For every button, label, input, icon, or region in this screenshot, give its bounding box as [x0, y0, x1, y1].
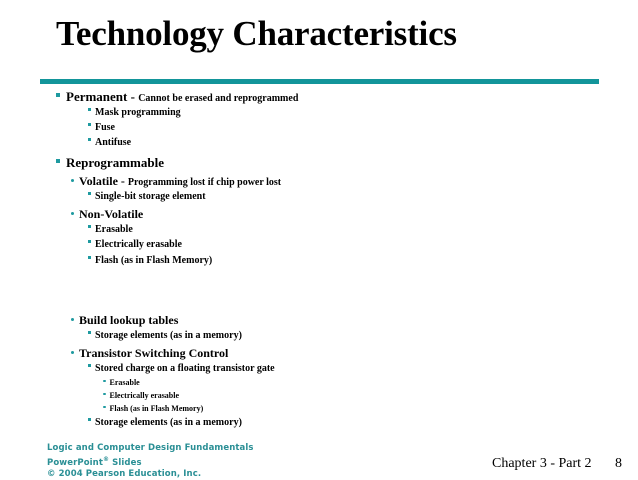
bullet-non-volatile [71, 207, 143, 222]
bullet-storage-elements-1 [88, 330, 242, 341]
bullet-text: Non-Volatile [79, 207, 144, 221]
bullet-single-bit [88, 191, 206, 202]
bullet-text: Erasable [109, 378, 140, 387]
bullet-subtext: Programming lost if chip power lost [127, 177, 282, 188]
square-bullet-icon [88, 240, 91, 243]
logo-line-3: © 2004 Pearson Education, Inc. [47, 468, 202, 479]
square-bullet-icon [88, 123, 91, 126]
title-underline [40, 79, 599, 84]
logo-line-2: PowerPoint® Slides [47, 456, 142, 468]
square-bullet-icon [88, 364, 91, 367]
round-bullet-icon [71, 179, 74, 182]
square-bullet-icon [88, 138, 91, 141]
bullet-electrically-erasable [88, 239, 182, 250]
round-bullet-icon [103, 393, 106, 396]
round-bullet-icon [103, 380, 106, 383]
bullet-storage-elements-2 [88, 417, 242, 428]
round-bullet-icon [71, 212, 74, 215]
bullet-flash-sub [103, 404, 203, 413]
bullet-transistor-switching [71, 346, 228, 361]
bullet-text: Flash (as in Flash Memory) [95, 255, 213, 266]
page-number: 8 [615, 456, 622, 471]
bullet-flash [88, 255, 212, 266]
bullet-text: Electrically erasable [109, 391, 180, 400]
square-bullet-icon [56, 159, 60, 163]
square-bullet-icon [88, 418, 91, 421]
square-bullet-icon [88, 108, 91, 111]
bullet-text: Flash (as in Flash Memory) [109, 404, 204, 413]
bullet-text: Storage elements (as in a memory) [95, 417, 242, 428]
bullet-volatile [71, 174, 281, 189]
square-bullet-icon [88, 225, 91, 228]
bullet-electrically-erasable-sub [103, 391, 179, 400]
bullet-erasable [88, 224, 133, 235]
bullet-text: Permanent - [66, 89, 139, 104]
bullet-build-lookup-tables [71, 313, 178, 328]
logo-line-1: Logic and Computer Design Fundamentals [47, 443, 254, 453]
square-bullet-icon [88, 331, 91, 334]
bullet-text: Stored charge on a floating transistor gate [95, 363, 275, 374]
bullet-text: Build lookup tables [79, 313, 179, 327]
round-bullet-icon [71, 351, 74, 354]
bullet-permanent [56, 89, 298, 105]
bullet-text: Fuse [95, 122, 115, 133]
bullet-text: Single-bit storage element [95, 191, 206, 202]
square-bullet-icon [88, 256, 91, 259]
chapter-label: Chapter 3 - Part 2 [492, 456, 592, 471]
bullet-text: Storage elements (as in a memory) [95, 330, 242, 341]
bullet-mask-programming [88, 107, 181, 118]
bullet-stored-charge [88, 363, 275, 374]
slide-title: Technology Characteristics [56, 14, 457, 53]
bullet-text: Reprogrammable [66, 155, 164, 170]
bullet-reprogrammable [56, 155, 164, 171]
square-bullet-icon [88, 192, 91, 195]
bullet-subtext: Cannot be erased and reprogrammed [138, 93, 299, 104]
round-bullet-icon [103, 406, 106, 409]
bullet-text: Transistor Switching Control [79, 346, 229, 360]
bullet-fuse [88, 122, 115, 133]
publisher-logo [47, 443, 254, 480]
bullet-text: Volatile - [79, 174, 128, 188]
bullet-erasable-sub [103, 378, 140, 387]
round-bullet-icon [71, 318, 74, 321]
bullet-antifuse [88, 137, 131, 148]
bullet-text: Antifuse [95, 137, 132, 148]
bullet-text: Electrically erasable [95, 239, 182, 250]
bullet-text: Erasable [95, 224, 133, 235]
bullet-text: Mask programming [95, 107, 181, 118]
square-bullet-icon [56, 93, 60, 97]
